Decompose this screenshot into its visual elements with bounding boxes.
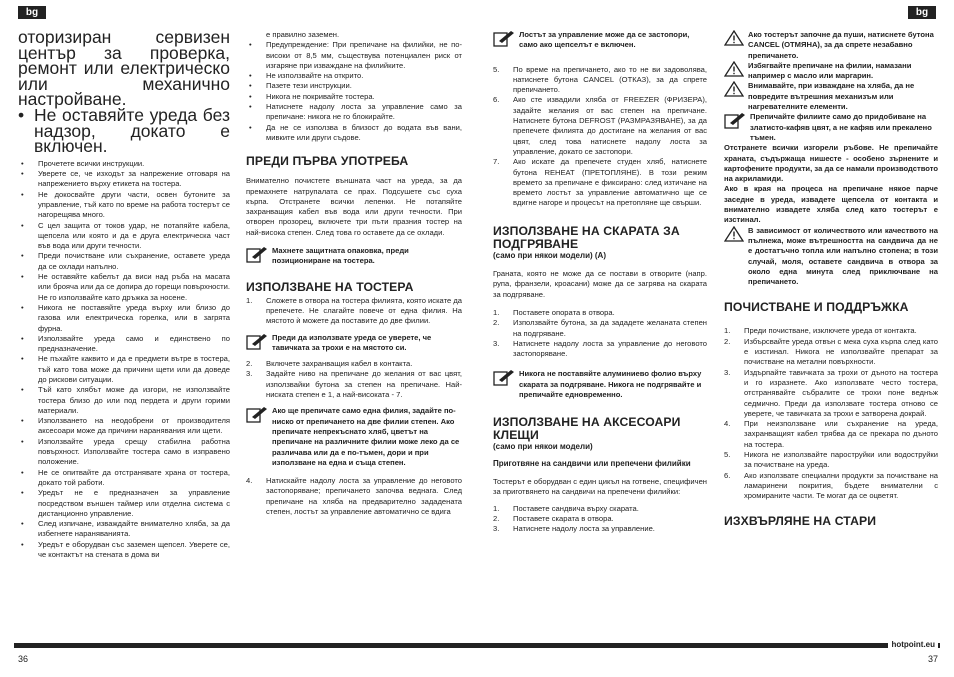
list-item: • Уредът не е предназначен за управление посредством външен таймер или отделна система с дистанционно управление.: [18, 488, 230, 519]
list-item: • Не докосвайте други части, освен бутоните за управление, тъй като по време на работа тостерът се нагорещява много.: [18, 190, 230, 221]
list-item: • Да не се използва в близост до водата във вани, мивките или други съдове.: [246, 123, 462, 144]
list-item: 3. Натиснете надолу лоста за управление до неговото застопоряване.: [493, 338, 707, 359]
cleaning-steps: [724, 326, 938, 501]
list-item: 6. Ако сте извадили хляба от FREEZER (ФРИЗЕРА), задайте желания от вас степен на препичане. Натиснете бутона DEFROST (РАЗМРАЗЯВАНЕ), за да препечете филията до достигане на желания от вас цвят, след това натиснете надолу лоста за управление, докато се застопори.: [493, 95, 707, 156]
note-packaging-text: Махнете защитната опаковка, преди позициониране на тостера.: [272, 246, 409, 266]
brand-footer: hotpoint.eu: [888, 640, 938, 649]
language-tag-left: bg: [18, 6, 46, 19]
list-item: 2. Избърсвайте уреда отвън с мека суха кърпа след като е изстинал. Никога не използвайте препарат за почистване на метални повърхности.: [724, 336, 938, 367]
heading-disposal: ИЗХВЪРЛЯНЕ НА СТАРИ: [724, 514, 877, 529]
list-item: 5. По време на препичането, ако то не ви задоволява, натиснете бутона CANCEL (ОТКАЗ), за да спрете препичането.: [493, 64, 707, 95]
list-item: 5. Никога не използвайте пароструйки или водоструйки за почистване на уреда.: [724, 449, 938, 470]
note-crumb-text: Преди да използвате уреда се уверете, че тавичката за трохи е на мястото си.: [272, 332, 432, 352]
unattended-text: Не оставяйте уреда без надзор, докато е включен.: [34, 104, 230, 157]
list-item: • Уредът е оборудван със заземен щепсел. Уверете се, че контактът на стената в дома ви: [18, 540, 230, 561]
list-item: • Не оставяйте кабелът да виси над ръба на масата или брояча или да се допира до горещи повърхности. Не го използвайте като дръжка за носене.: [18, 272, 230, 303]
warming-rack-subtitle: (само при някои модели) (A): [493, 250, 606, 260]
warning-icon: [724, 81, 744, 97]
warning-mechanism: [724, 81, 938, 112]
note-lever-text: Лостът за управление може да се застопори, само ако щепселът е включен.: [519, 30, 690, 50]
column-3: [493, 30, 707, 534]
warming-rack-text: Граната, която не може да се постави в отворите (напр. рупа, франзели, кроасани) може да се загрява на скарата за подгряване.: [493, 269, 707, 299]
list-item: 7. Ако искате да препечете студен хляб, натиснете бутона REHEAT (ПРЕТОПЛЯНЕ). В този режим времето за препичане е фиксирано: след изтичане на времето лостът за управление автоматично ще се вдигне нагоре и процесът на претопляне ще свърши.: [493, 157, 707, 208]
steps-5-7: [493, 65, 707, 209]
list-item: 1. Поставете опората в отвора.: [493, 307, 615, 317]
tongs-subtitle: (само при някои модели): [493, 442, 593, 452]
list-item: • Тъй като хлябът може да изгори, не използвайте тостера близо до или под пердета и други горими материали.: [18, 385, 230, 416]
safety-list: [18, 159, 230, 561]
list-item: 4. Натискайте надолу лоста за управление до неговото застопоряване; препичането започва веднага. След препичане на хляба на предварително зададената степен, лостът за управление автоматично се вдига: [246, 476, 462, 516]
note-lever: [493, 30, 707, 51]
heading-using-toaster: ИЗПОЛЗВАНЕ НА ТОСТЕРА: [246, 279, 414, 294]
list-item: 6. Ако използвате специални продукти за почистване на ламаринени покрития, бъдете внимателни с хромираните части. Те могат да се оцветят.: [724, 470, 938, 501]
unattended-bullet: • Не оставяйте уреда без надзор, докато е включен.: [18, 104, 230, 157]
before-use-text: Внимателно почистете външната част на уреда, за да премахнете натрупалата се прах. Подсушете със суха кърпа. Отстранете всички лепенки. Не потапяйте захранващия кабел във вода или други течности. При отворен прозорец, включете три пъти празния тостер на най-висока степен. След това го оставете да се охлади.: [246, 176, 462, 237]
list-item: 2. Използвайте бутона, за да зададете желаната степен на подгряване.: [493, 318, 707, 338]
list-item: 3. Задайте ниво на препичане до желания от вас цвят, използвайки бутона за степен на препичане. Най-ниската степен е 1, а най-високата - 7.: [246, 369, 462, 400]
warning-mechanism-text: Внимавайте, при изваждане на хляба, да не повредите вътрешния механизъм или нагревателните елементи.: [748, 81, 915, 112]
heading-warming-rack: ИЗПОЛЗВАНЕ НА СКАРАТА ЗА ПОДГРЯВАНЕ: [493, 223, 680, 251]
list-item: 2. Поставете скарата в отвора.: [493, 513, 614, 523]
list-item: • С цел защита от токов удар, не потапяйте кабела, щепсела или която и да е друга електрическа част във вода или други течности.: [18, 221, 230, 252]
note-level-text: Ако ще препичате само една филия, задайте по-ниско от препичането на две филии степен. Ако препичате непрекъснато хляб, цветът на препичане на различните филии може леко да се различава или да е по-тъмен, дори и при използване на една и съща степен.: [272, 406, 460, 467]
list-item: 1. Поставете сандвича върху скарата.: [493, 503, 639, 513]
list-item: • Никога не поставяйте уреда върху или близо до газова или електрическа горелка, или в загрята фурна.: [18, 303, 230, 334]
warning-icon: [724, 226, 744, 242]
heading-cleaning: ПОЧИСТВАНЕ И ПОДДРЪЖКА: [724, 300, 909, 315]
note-packaging: [246, 246, 462, 267]
pencil-note-icon: [724, 112, 746, 130]
stuck-bread-text: Ако в края на процеса на препичане някое парче заседне в уреда, извадете щепсела от контакта и внимателно извадете хляба след като тостерът е изстинал.: [724, 184, 938, 225]
use-steps-3: [246, 476, 462, 517]
use-steps-2: [246, 359, 462, 400]
list-item: 4. При неизползване или съхранение на уреда, захранващият кабел трябва да се прекара по дъното на тостера.: [724, 419, 938, 449]
warning-icon: [724, 61, 744, 77]
list-item: • Преди почистване или съхранение, оставете уреда да се охлади напълно.: [18, 251, 230, 272]
warning-smoke: [724, 30, 938, 61]
list-item: • Използвайте уреда срещу стабилна работна повърхност. Използвайте тостера само в изправено положение.: [18, 437, 230, 468]
list-item: • Пазете тези инструкции.: [246, 81, 462, 91]
warning-filling-text: В зависимост от количеството или качеството на пълнежа, може вътрешността на сандвича да не е достатъчно топла или напълно стопена; в този случай, моля, оставете сандвича в отвора за около една минута след приключване на препичането.: [748, 225, 938, 287]
note-foil: [493, 369, 707, 400]
list-item: • Използвайте уреда само и единствено по предназначение.: [18, 334, 230, 355]
footer-bar: [14, 643, 940, 648]
column-1: [18, 27, 230, 560]
warning-icon: [724, 30, 744, 46]
warning-smoke-text: Ако тостерът започне да пуши, натиснете бутона CANCEL (ОТМЯНА), за да спрете незабавно препичането.: [748, 30, 934, 60]
list-item: 2. Включете захранващия кабел в контакта.: [246, 359, 413, 369]
burnt-edges-text: Отстранете всички изгорели ръбове. Не препичайте храната, съдържаща нишесте - особено зърнените и картофените продукти, за да се намали производството на акриламиди.: [724, 143, 938, 184]
list-item: 1. Преди почистване, изключете уреда от контакта.: [724, 326, 917, 336]
pencil-note-icon: [493, 30, 515, 48]
sandwich-text: Тостерът е оборудван с един цикъл на готвене, специфичен за приготвянето на сандвичи на препечени филийки:: [493, 476, 707, 497]
list-item: • След изпичане, изваждайте внимателно хляба, за да избегнете нараняванията.: [18, 519, 230, 540]
pencil-note-icon: [246, 333, 268, 351]
pencil-note-icon: [493, 369, 515, 387]
pencil-note-icon: [246, 406, 268, 424]
intro-paragraph-large: оторизиран сервизен център за проверка, ремонт или електрическо или механично настройване.: [18, 27, 230, 110]
heading-tongs: ИЗПОЛЗВАНЕ НА АКСЕСОАРИ КЛЕЩИ: [493, 415, 681, 443]
note-foil-text: Никога не поставяйте алуминиево фолио върху скарата за подгряване. Никога не подгрявайте и препичайте едновременно.: [519, 369, 702, 400]
list-item: • Предупреждение: При препичане на филийки, не по-високи от 8,5 мм, съществува потенциален риск от изгаряне при изваждане на филийките.: [246, 40, 462, 71]
page-number-left: 36: [18, 654, 29, 664]
warming-steps: [493, 308, 707, 359]
list-item: • Не пъхайте каквито и да е предмети вътре в тостера, тъй като това може да причини щети или да доведе до рискови ситуации.: [18, 354, 230, 385]
page-number-right: 37: [927, 654, 938, 664]
sandwich-heading: Приготвяне на сандвичи или препечени филийки: [493, 458, 691, 468]
note-golden: [724, 112, 938, 143]
sandwich-steps: [493, 504, 707, 535]
note-crumb-tray: [246, 333, 462, 354]
list-item: • Прочетете всички инструкции.: [18, 159, 230, 169]
note-golden-text: Препичайте филиите само до придобиване на златисто-кафяв цвят, а не кафяв или прекалено тъмен.: [750, 112, 932, 142]
language-tag-right: bg: [908, 6, 936, 19]
list-item: 3. Издърпайте тавичката за трохи от дъното на тостера и го изразнете. Ако използвате често тостера, отстранявайте събралите се трохи поне веднъж седмично. Преди да използвате тостера отново се уверете, че тавичката за трохи е затворена докрай.: [724, 367, 938, 418]
list-item: • Никога не покривайте тостера.: [246, 92, 462, 102]
safety-list-2: [246, 40, 462, 143]
warning-butter: [724, 61, 938, 82]
note-one-slice: [246, 406, 462, 468]
use-steps: [246, 296, 462, 327]
continued-text: е правилно заземен.: [266, 30, 340, 39]
heading-before-first-use: ПРЕДИ ПЪРВА УПОТРЕБА: [246, 154, 409, 169]
list-item: • Не използвайте на открито.: [246, 71, 462, 81]
pencil-note-icon: [246, 246, 268, 264]
list-item: • Не се опитвайте да отстранявате храна от тостера, докато той работи.: [18, 468, 230, 489]
column-4: [724, 30, 938, 528]
warning-filling: [724, 226, 938, 288]
list-item: 1. Сложете в отвора на тостера филията, която искате да препечете. Не слагайте повече от една филия. На мястото ѝ можете да поставите до две филии.: [246, 295, 462, 326]
list-item: • Използването на неодобрени от производителя аксесоари може да причини наранявания или щети.: [18, 416, 230, 437]
list-item: • Уверете се, че изходът за напрежение отговаря на напрежението върху етикета на тостера.: [18, 169, 230, 190]
list-item: 3. Натиснете надолу лоста за управление.: [493, 524, 655, 534]
column-2: [246, 30, 462, 517]
warning-butter-text: Избягвайте препичане на филии, намазани например с масло или маргарин.: [748, 60, 912, 81]
list-item: • Натиснете надолу лоста за управление само за препичане: никога не го блокирайте.: [246, 102, 462, 123]
